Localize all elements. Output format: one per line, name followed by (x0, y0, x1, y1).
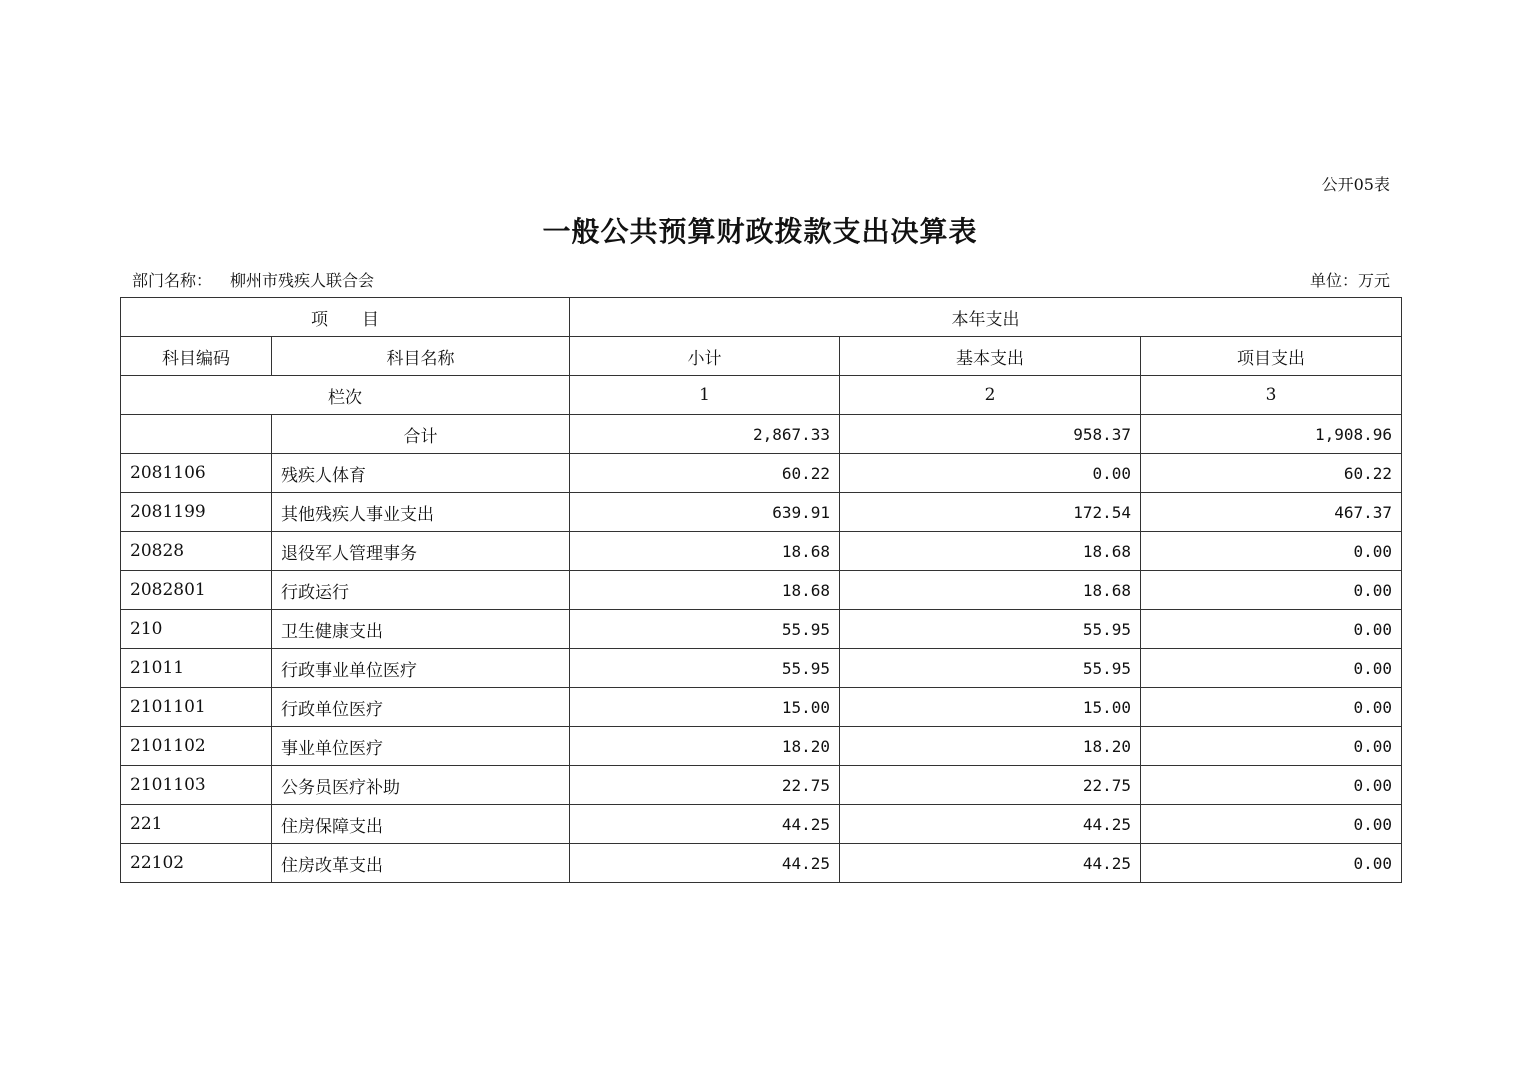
row-name: 公务员医疗补助 (272, 766, 570, 805)
header-year-expense: 本年支出 (570, 298, 1402, 337)
row-project: 0.00 (1141, 688, 1402, 727)
row-project: 0.00 (1141, 571, 1402, 610)
row-subtotal: 44.25 (570, 844, 840, 883)
header-name: 科目名称 (272, 337, 570, 376)
row-name: 住房改革支出 (272, 844, 570, 883)
table-row (121, 571, 1402, 610)
row-project: 60.22 (1141, 454, 1402, 493)
row-code: 20828 (121, 532, 272, 571)
row-code: 2101101 (121, 688, 272, 727)
table-row (121, 649, 1402, 688)
row-code: 2101102 (121, 727, 272, 766)
column-number-row (121, 376, 1402, 415)
row-name: 残疾人体育 (272, 454, 570, 493)
row-project: 0.00 (1141, 805, 1402, 844)
row-subtotal: 15.00 (570, 688, 840, 727)
row-project: 0.00 (1141, 844, 1402, 883)
table-row (121, 805, 1402, 844)
header-row-1 (121, 298, 1402, 337)
row-code: 21011 (121, 649, 272, 688)
unit-label: 单位：万元 (1309, 271, 1390, 290)
row-name: 行政单位医疗 (272, 688, 570, 727)
row-subtotal: 55.95 (570, 649, 840, 688)
row-name: 退役军人管理事务 (272, 532, 570, 571)
department-label: 部门名称： (132, 271, 213, 290)
row-basic: 22.75 (840, 766, 1141, 805)
row-code: 221 (121, 805, 272, 844)
table-number: 公开05表 (1321, 175, 1390, 194)
row-project: 467.37 (1141, 493, 1402, 532)
row-basic: 0.00 (840, 454, 1141, 493)
row-project: 0.00 (1141, 649, 1402, 688)
row-name: 住房保障支出 (272, 805, 570, 844)
header-row-2 (121, 337, 1402, 376)
total-code (121, 415, 272, 454)
row-name: 事业单位医疗 (272, 727, 570, 766)
row-basic: 15.00 (840, 688, 1141, 727)
department-info (132, 268, 374, 291)
total-subtotal: 2,867.33 (570, 415, 840, 454)
row-basic: 18.68 (840, 571, 1141, 610)
total-row (121, 415, 1402, 454)
row-project: 0.00 (1141, 727, 1402, 766)
table-row (121, 844, 1402, 883)
row-basic: 55.95 (840, 610, 1141, 649)
page-title: 一般公共预算财政拨款支出决算表 (542, 215, 978, 248)
table-row (121, 766, 1402, 805)
row-subtotal: 18.20 (570, 727, 840, 766)
row-code: 2082801 (121, 571, 272, 610)
department-name: 柳州市残疾人联合会 (230, 271, 375, 290)
row-subtotal: 639.91 (570, 493, 840, 532)
header-code: 科目编码 (121, 337, 272, 376)
row-basic: 55.95 (840, 649, 1141, 688)
row-subtotal: 44.25 (570, 805, 840, 844)
table-row (121, 727, 1402, 766)
table-row (121, 610, 1402, 649)
total-project: 1,908.96 (1141, 415, 1402, 454)
row-subtotal: 18.68 (570, 532, 840, 571)
row-project: 0.00 (1141, 610, 1402, 649)
total-basic: 958.37 (840, 415, 1141, 454)
table-row (121, 493, 1402, 532)
row-code: 2081199 (121, 493, 272, 532)
row-code: 2081106 (121, 454, 272, 493)
column-1: 1 (570, 376, 840, 415)
row-basic: 18.20 (840, 727, 1141, 766)
table-row (121, 454, 1402, 493)
total-label: 合计 (272, 415, 570, 454)
row-name: 行政运行 (272, 571, 570, 610)
row-name: 卫生健康支出 (272, 610, 570, 649)
header-project: 项 目 (121, 298, 570, 337)
row-project: 0.00 (1141, 532, 1402, 571)
row-code: 2101103 (121, 766, 272, 805)
row-basic: 44.25 (840, 844, 1141, 883)
column-3: 3 (1141, 376, 1402, 415)
row-basic: 172.54 (840, 493, 1141, 532)
table-row (121, 688, 1402, 727)
row-code: 22102 (121, 844, 272, 883)
expenditure-table (120, 297, 1402, 883)
header-project-expense: 项目支出 (1141, 337, 1402, 376)
row-subtotal: 18.68 (570, 571, 840, 610)
row-subtotal: 55.95 (570, 610, 840, 649)
header-subtotal: 小计 (570, 337, 840, 376)
row-name: 行政事业单位医疗 (272, 649, 570, 688)
column-2: 2 (840, 376, 1141, 415)
row-basic: 18.68 (840, 532, 1141, 571)
header-basic: 基本支出 (840, 337, 1141, 376)
row-subtotal: 60.22 (570, 454, 840, 493)
row-code: 210 (121, 610, 272, 649)
column-label: 栏次 (121, 376, 570, 415)
row-project: 0.00 (1141, 766, 1402, 805)
row-basic: 44.25 (840, 805, 1141, 844)
row-subtotal: 22.75 (570, 766, 840, 805)
table-row (121, 532, 1402, 571)
row-name: 其他残疾人事业支出 (272, 493, 570, 532)
